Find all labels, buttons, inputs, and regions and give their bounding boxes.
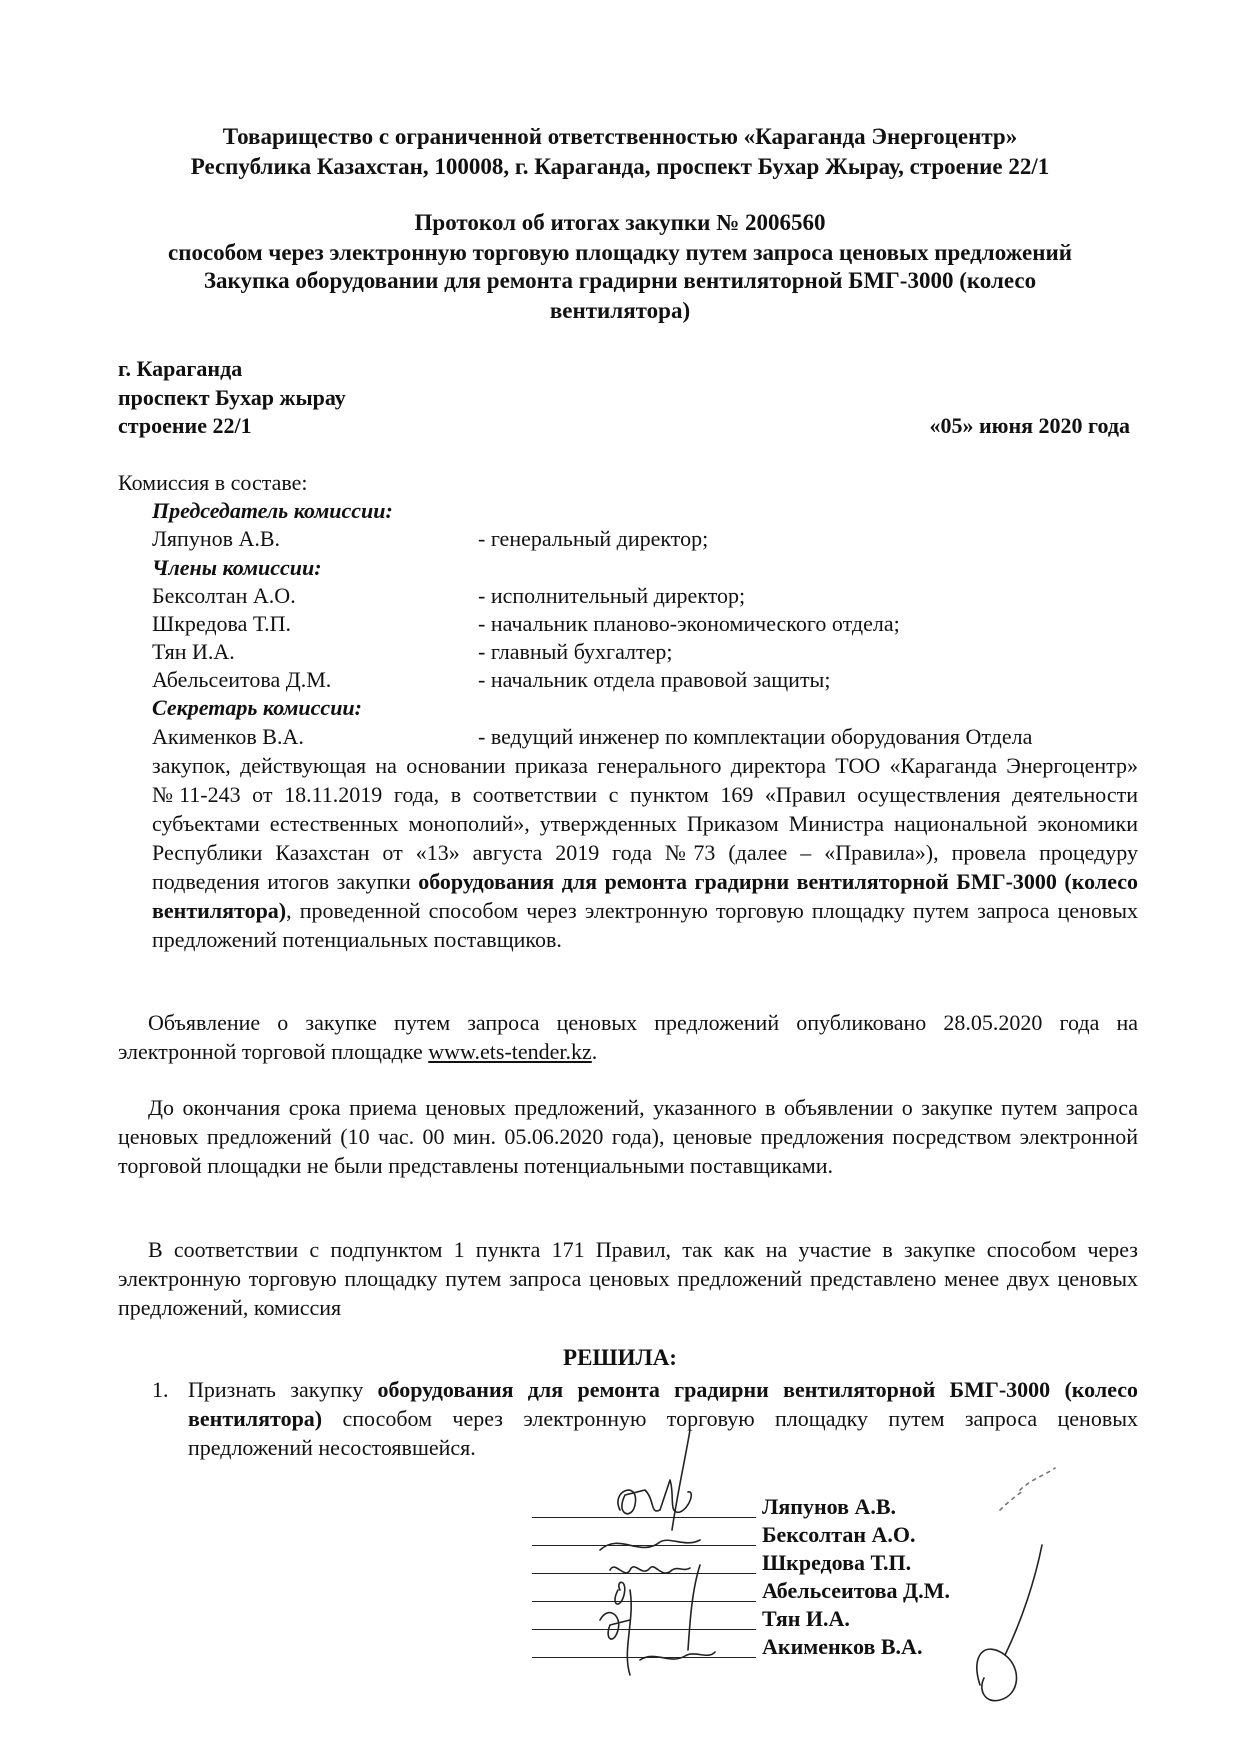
place-building: строение 22/1 [118, 413, 252, 438]
member-name: Абельсеитова Д.М. [152, 667, 332, 692]
member-role: - начальник отдела правовой защиты; [478, 667, 831, 692]
signatory-name: Тян И.А. [762, 1606, 850, 1631]
protocol-title: Протокол об итогах закупки № 2006560 [414, 210, 826, 235]
signatory-name: Бексолтан А.О. [762, 1522, 916, 1547]
procurement-subject-1: Закупка оборудовании для ремонта градирни вентиляторной БМГ-3000 (колесо [203, 268, 1037, 293]
secretary-paragraph-end: , проведенной способом через электронную торговую площадку путем запроса ценовых предложений потенциальных поставщиков. [152, 898, 1138, 952]
member-role: - начальник планово-экономического отдела; [478, 611, 900, 636]
announcement-end: . [591, 1039, 598, 1064]
chair-role: - генеральный директор; [478, 526, 709, 551]
chair-heading: Председатель комиссии: [152, 498, 393, 523]
secretary-paragraph-text: закупок, действующая на основании приказа генерального директора ТОО «Караганда Энергоцентр» №11-243 от 18.11.2019 года, в соответствии с пунктом 169 «Правил осуществления деятельности субъектами естественных монополий», утвержденных Приказом Министра национальной экономики Республики Казахстан от «13» августа 2019 года №73 (далее – «Правила»), провела процедуру подведения итогов закупки [152, 753, 1138, 894]
member-name: Бексолтан А.О. [152, 583, 296, 608]
procurement-method: способом через электронную торговую площадку путем запроса ценовых предложений [168, 240, 1072, 265]
announcement-text: Объявление о закупке путем запроса ценовых предложений опубликовано 28.05.2020 года на электронной торговой площадке [118, 1010, 1138, 1064]
secretary-paragraph [152, 751, 1138, 954]
decision-subject-bold: оборудования для ремонта градирни вентиляторной БМГ-3000 (колесо вентилятора) [188, 1377, 1139, 1431]
decision-heading: РЕШИЛА: [563, 1345, 677, 1370]
member-name: Шкредова Т.П. [152, 611, 292, 636]
handwritten-signatures [560, 1420, 760, 1690]
signatory-name: Абельсеитова Д.М. [762, 1578, 950, 1603]
secretary-heading: Секретарь комиссии: [152, 695, 362, 720]
decision-text-end: способом через электронную торговую площадку путем запроса ценовых предложений несостоявшейся. [188, 1406, 1138, 1460]
members-heading: Члены комиссии: [152, 555, 322, 580]
secretary-name: Акименков В.А. [152, 724, 304, 749]
secretary-role: - ведущий инженер по комплектации оборудования Отдела [478, 724, 1033, 749]
announcement-paragraph [118, 1008, 1138, 1066]
initial-mark [960, 1450, 1070, 1730]
decision-item-number: 1. [152, 1377, 169, 1402]
protocol-date: «05» июня 2020 года [929, 413, 1130, 438]
chair-name: Ляпунов А.В. [152, 526, 281, 551]
decision-text: Признать закупку [188, 1377, 378, 1402]
rule-paragraph: В соответствии с подпунктом 1 пункта 171 Правил, так как на участие в закупке способом через электронную торговую площадку путем запроса ценовых предложений представлено менее двух ценовых предложений, комиссия [118, 1237, 1138, 1320]
org-name: Товарищество с ограниченной ответственностью «Караганда Энергоцентр» [222, 124, 1018, 149]
deadline-paragraph: До окончания срока приема ценовых предложений, указанного в объявлении о закупке путем запроса ценовых предложений (10 час. 00 мин. 05.06.2020 года), ценовые предложения посредством электронной торговой площадки не были представлены потенциальными поставщиками. [118, 1095, 1138, 1178]
org-address: Республика Казахстан, 100008, г. Караганда, проспект Бухар Жырау, строение 22/1 [190, 154, 1050, 179]
signatory-name: Шкредова Т.П. [762, 1550, 912, 1575]
signatory-name: Ляпунов А.В. [762, 1494, 897, 1519]
commission-intro: Комиссия в составе: [118, 470, 308, 495]
place-city: г. Караганда [118, 356, 243, 381]
procurement-subject-2: вентилятора) [549, 298, 691, 323]
member-role: - главный бухгалтер; [478, 639, 673, 664]
member-role: - исполнительный директор; [478, 583, 746, 608]
place-street: проспект Бухар жырау [118, 385, 346, 410]
ets-tender-link[interactable]: www.ets-tender.kz [428, 1039, 592, 1064]
member-name: Тян И.А. [152, 639, 235, 664]
procurement-subject-bold: оборудования для ремонта градирни вентиляторной БМГ-3000 (колесо вентилятора) [152, 869, 1138, 923]
signatory-name: Акименков В.А. [762, 1634, 923, 1659]
